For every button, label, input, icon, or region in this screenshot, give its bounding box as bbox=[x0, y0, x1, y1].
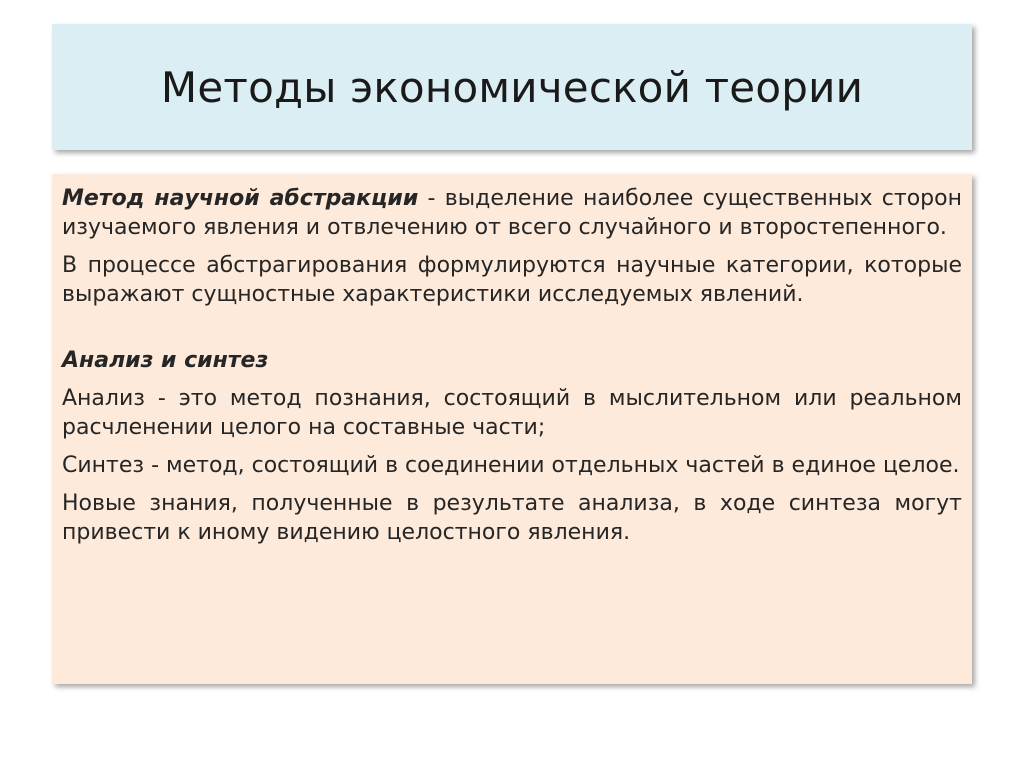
text-abstraction: - выделение наиболее существенных сторон изучаемого явления и отвлечению от всего случайного и второстепенного. bbox=[62, 186, 962, 240]
slide-title: Методы экономической теории bbox=[160, 62, 864, 112]
heading-abstraction: Метод научной абстракции bbox=[62, 186, 419, 211]
text-analysis: Анализ - это метод познания, состоящий в мыслительном или реальном расчленении целого на составные части; bbox=[62, 386, 962, 440]
paragraph-abstracting-process bbox=[62, 251, 962, 309]
paragraph-abstraction bbox=[62, 184, 962, 242]
content-box bbox=[52, 174, 972, 684]
title-box bbox=[52, 24, 972, 150]
paragraph-analysis bbox=[62, 384, 962, 442]
heading-analysis-synthesis: Анализ и синтез bbox=[62, 348, 269, 373]
text-abstracting-process: В процессе абстрагирования формулируются научные категории, которые выражают сущностные характеристики исследуемых явлений. bbox=[62, 253, 962, 307]
text-new-knowledge: Новые знания, полученные в результате анализа, в ходе синтеза могут привести к иному видению целостного явления. bbox=[62, 491, 962, 545]
paragraph-new-knowledge bbox=[62, 489, 962, 547]
paragraph-analysis-heading bbox=[62, 346, 962, 375]
paragraph-synthesis bbox=[62, 451, 962, 480]
text-synthesis: Синтез - метод, состоящий в соединении отдельных частей в единое целое. bbox=[62, 453, 960, 478]
